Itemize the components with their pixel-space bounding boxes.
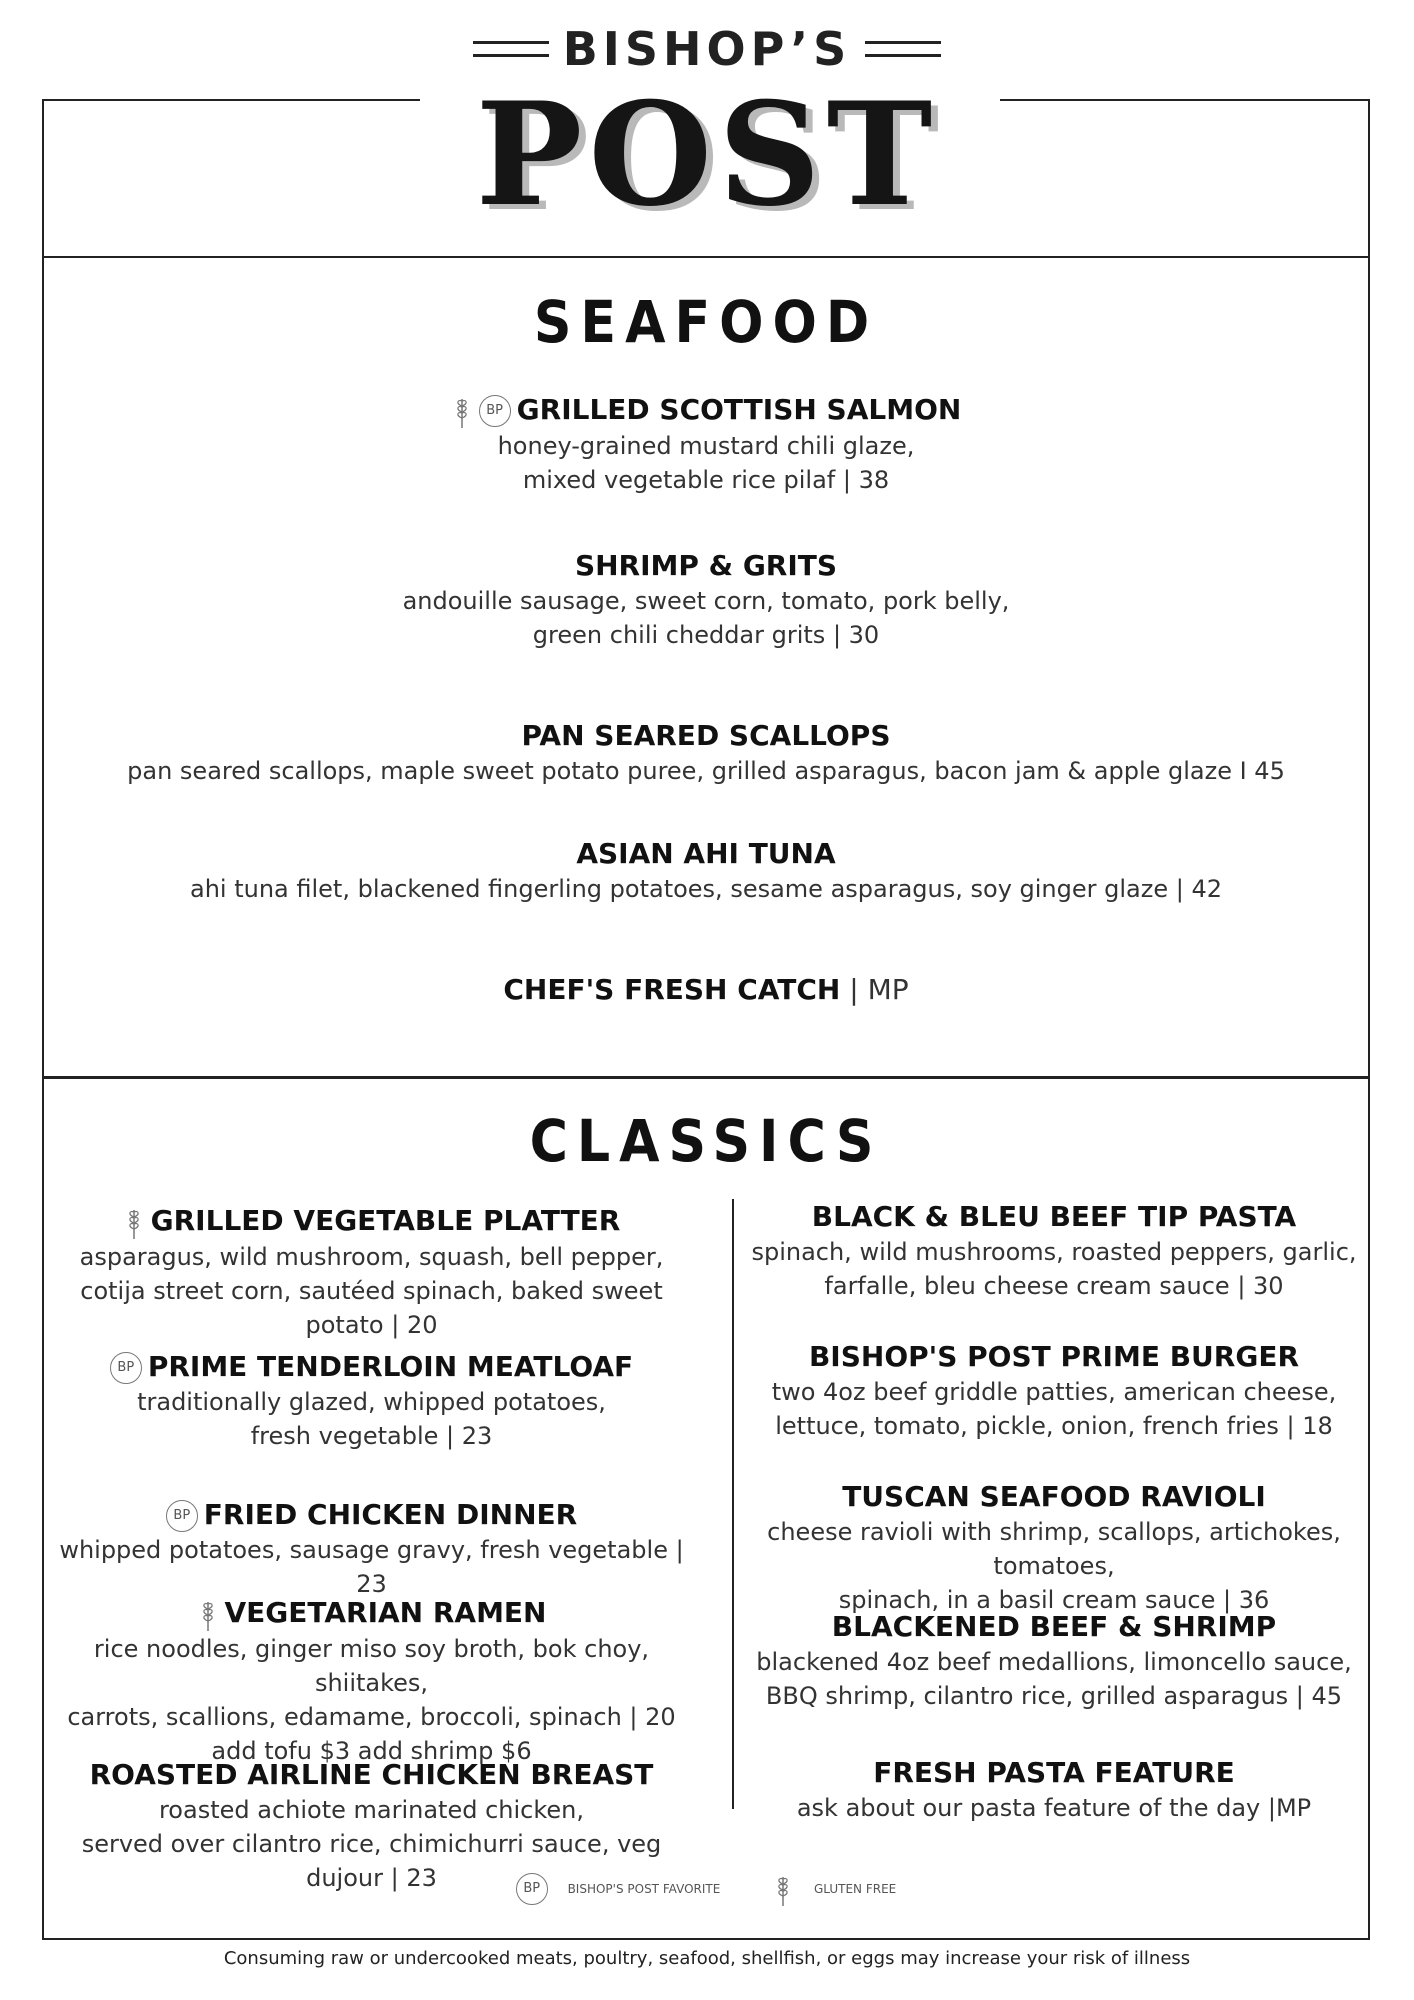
item-desc-line: BBQ shrimp, cilantro rice, grilled asparagus | 45	[765, 1682, 1343, 1710]
legend-favorite-label: BISHOP'S POST FAVORITE	[567, 1882, 721, 1896]
item-desc-line: ahi tuna filet, blackened fingerling potatoes, sesame asparagus, soy ginger glaze | 42	[190, 875, 1222, 903]
item-name: PRIME TENDERLOIN MEATLOAF	[147, 1350, 634, 1383]
item-desc-line: add tofu $3 add shrimp $6	[211, 1737, 532, 1765]
menu-item-grilled-scottish-salmon	[44, 392, 1368, 497]
menu-item-fried-chicken-dinner	[44, 1497, 699, 1601]
item-desc-line: green chili cheddar grits | 30	[532, 621, 880, 649]
menu-item-shrimp-grits	[44, 548, 1368, 652]
item-desc-line: two 4oz beef griddle patties, american cheese,	[771, 1378, 1337, 1406]
item-desc-line: cotija street corn, sautéed spinach, baked sweet potato | 20	[80, 1277, 663, 1339]
bishops-post-favorite-icon: BP	[166, 1500, 198, 1532]
menu-item-pan-seared-scallops	[44, 718, 1368, 788]
menu-item-tuscan-seafood-ravioli	[736, 1479, 1372, 1617]
menu-item-blackened-beef-shrimp	[736, 1609, 1372, 1713]
item-name: GRILLED VEGETABLE PLATTER	[150, 1204, 621, 1237]
gluten-free-wheat-icon	[451, 393, 473, 429]
seafood-title: SEAFOOD	[533, 288, 879, 356]
classics-title: CLASSICS	[529, 1107, 883, 1175]
item-name: PAN SEARED SCALLOPS	[521, 719, 891, 752]
item-name-row	[44, 1497, 699, 1533]
item-name: VEGETARIAN RAMEN	[224, 1596, 547, 1629]
item-name: FRESH PASTA FEATURE	[873, 1756, 1235, 1789]
item-name: TUSCAN SEAFOOD RAVIOLI	[842, 1480, 1266, 1513]
menu-item-grilled-vegetable-platter	[44, 1203, 699, 1342]
item-desc-line: farfalle, bleu cheese cream sauce | 30	[824, 1272, 1284, 1300]
item-desc-line: served over cilantro rice, chimichurri sauce, veg dujour | 23	[81, 1830, 662, 1892]
logo-top	[0, 22, 1414, 76]
item-name-row	[44, 1203, 699, 1240]
menu-item-fresh-pasta-feature	[736, 1755, 1372, 1825]
item-name-row	[44, 1595, 699, 1632]
logo-top-word: BISHOP’S	[562, 22, 852, 76]
item-name: BLACK & BLEU BEEF TIP PASTA	[811, 1200, 1297, 1233]
logo-main-word: POST	[475, 72, 939, 238]
item-name: GRILLED SCOTTISH SALMON	[516, 393, 962, 426]
gluten-free-wheat-icon	[123, 1204, 145, 1240]
item-desc-line: spinach, wild mushrooms, roasted peppers, garlic,	[751, 1238, 1357, 1266]
bishops-post-favorite-icon: BP	[479, 395, 511, 427]
legend	[44, 1871, 1368, 1907]
item-name-row	[44, 392, 1368, 429]
menu-item-bishops-post-prime-burger	[736, 1339, 1372, 1443]
item-name: SHRIMP & GRITS	[574, 549, 838, 582]
gluten-free-wheat-icon	[197, 1596, 219, 1632]
item-desc-line: carrots, scallions, edamame, broccoli, spinach | 20	[67, 1703, 676, 1731]
item-name-row	[44, 972, 1368, 1008]
item-desc-line: whipped potatoes, sausage gravy, fresh vegetable | 23	[59, 1536, 684, 1598]
item-desc-line: asparagus, wild mushroom, squash, bell pepper,	[79, 1243, 664, 1271]
logo-rule-left	[473, 41, 549, 57]
item-desc-line: rice noodles, ginger miso soy broth, bok choy, shiitakes,	[93, 1635, 650, 1697]
item-desc-line: ask about our pasta feature of the day |MP	[796, 1794, 1312, 1822]
raw-food-disclaimer: Consuming raw or undercooked meats, poultry, seafood, shellfish, or eggs may increase your risk of illness	[223, 1948, 1191, 1969]
menu-item-vegetarian-ramen	[44, 1595, 699, 1768]
item-desc-line: andouille sausage, sweet corn, tomato, pork belly,	[402, 587, 1010, 615]
logo-rule-right	[865, 41, 941, 57]
item-name: FRIED CHICKEN DINNER	[203, 1498, 578, 1531]
item-desc-line: roasted achiote marinated chicken,	[158, 1796, 585, 1824]
column-divider	[732, 1199, 734, 1809]
item-desc-line: pan seared scallops, maple sweet potato puree, grilled asparagus, bacon jam & apple glaze I 45	[127, 757, 1285, 785]
item-desc-line: traditionally glazed, whipped potatoes,	[137, 1388, 606, 1416]
seafood-section	[42, 256, 1370, 1078]
classics-section	[42, 1077, 1370, 1940]
item-desc-line: honey-grained mustard chili glaze,	[497, 432, 915, 460]
item-desc-line: cheese ravioli with shrimp, scallops, artichokes, tomatoes,	[767, 1518, 1341, 1580]
item-name-row	[44, 1349, 699, 1385]
item-desc-line: blackened 4oz beef medallions, limoncello sauce,	[756, 1648, 1352, 1676]
item-name: ASIAN AHI TUNA	[576, 837, 836, 870]
menu-item-asian-ahi-tuna	[44, 836, 1368, 906]
bishops-post-favorite-icon: BP	[110, 1352, 142, 1384]
item-desc-line: lettuce, tomato, pickle, onion, french fries | 18	[775, 1412, 1333, 1440]
item-price: | MP	[840, 973, 909, 1006]
menu-item-chefs-fresh-catch	[44, 972, 1368, 1008]
item-desc-line: mixed vegetable rice pilaf | 38	[522, 466, 890, 494]
legend-gluten-free-label: GLUTEN FREE	[813, 1882, 897, 1896]
item-desc-line: spinach, in a basil cream sauce | 36	[838, 1586, 1270, 1614]
menu-item-prime-tenderloin-meatloaf	[44, 1349, 699, 1453]
item-name: BLACKENED BEEF & SHRIMP	[831, 1610, 1277, 1643]
bishops-post-favorite-icon: BP	[516, 1873, 548, 1905]
menu-item-black-bleu-beef-tip-pasta	[736, 1199, 1372, 1303]
item-name: CHEF'S FRESH CATCH	[503, 973, 841, 1006]
item-desc-line: fresh vegetable | 23	[250, 1422, 493, 1450]
item-name: BISHOP'S POST PRIME BURGER	[808, 1340, 1300, 1373]
gluten-free-wheat-icon	[772, 1871, 794, 1907]
item-name: ROASTED AIRLINE CHICKEN BREAST	[89, 1758, 654, 1791]
